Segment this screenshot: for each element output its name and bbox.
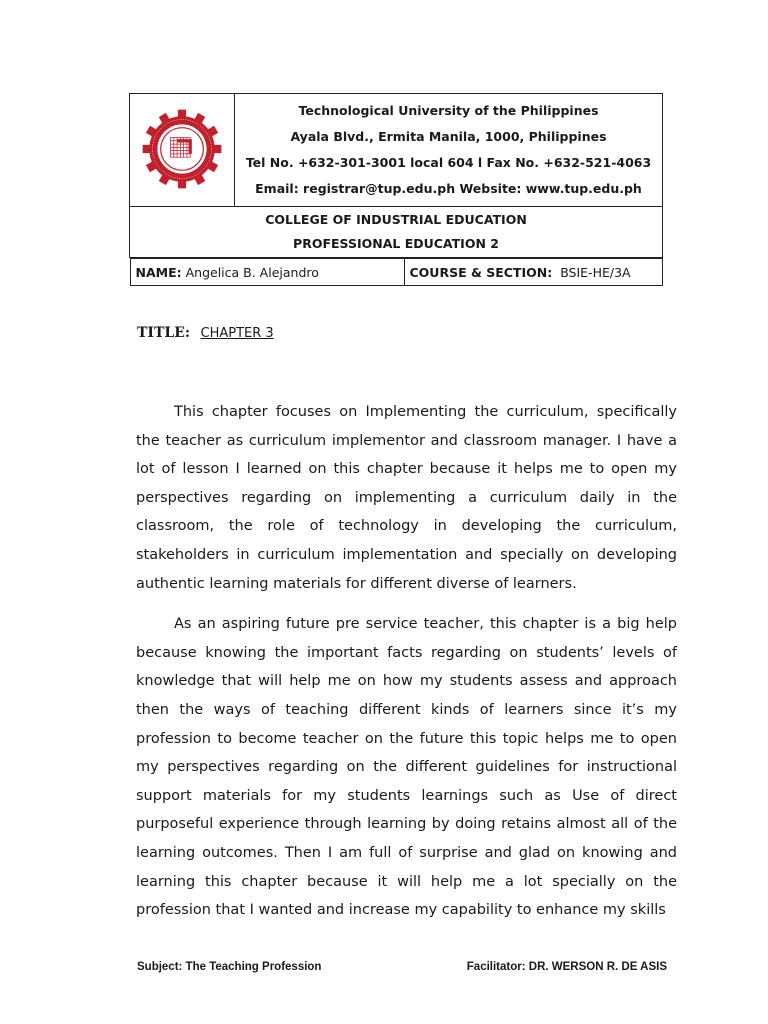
college-name: COLLEGE OF INDUSTRIAL EDUCATION <box>265 212 527 227</box>
institution-contact: Tel No. +632-301-3001 local 604 l Fax No. +632-521-4063 <box>245 155 652 170</box>
university-seal-icon <box>141 108 223 190</box>
paragraph: As an aspiring future pre service teacher, this chapter is a big help because knowing the important facts regarding on students’ levels of knowledge that will help me on how my students assess and approach then the ways of teaching different kinds of learners since it’s my profession to become teacher on the future this topic helps me to open my perspectives regarding on the different guidelines for instructional support materials for my students learnings such as Use of direct purposeful experience through learning by doing retains almost all of the learning outcomes. Then I am full of surprise and glad on knowing and learning this chapter because it will help me a lot specially on the profession that I wanted and increase my capability to enhance my skills <box>136 616 677 919</box>
institution-info <box>235 94 663 207</box>
body-text <box>136 398 677 937</box>
title-value: CHAPTER 3 <box>200 326 274 341</box>
institution-web: Email: registrar@tup.edu.ph Website: www.tup.edu.ph <box>255 181 642 196</box>
paragraph: This chapter focuses on Implementing the curriculum, specifically the teacher as curriculum implementor and classroom manager. I have a lot of lesson I learned on this chapter because it helps me to open my perspectives regarding on implementing a curriculum daily in the classroom, the role of technology in developing the curriculum, stakeholders in curriculum implementation and specially on developing authentic learning materials for different diverse of learners. <box>136 404 677 592</box>
header-table <box>129 93 663 286</box>
course-section-value: BSIE-HE/3A <box>560 264 631 280</box>
student-name: Angelica B. Alejandro <box>185 264 319 280</box>
footer-facilitator: Facilitator: DR. WERSON R. DE ASIS <box>466 961 667 973</box>
page-footer <box>137 961 667 973</box>
logo-cell <box>130 94 235 207</box>
footer-subject: Subject: The Teaching Profession <box>137 961 322 973</box>
document-title <box>137 325 274 341</box>
course-section-label: COURSE & SECTION: <box>409 264 553 280</box>
course-section-cell <box>404 259 662 286</box>
institution-name: Technological University of the Philippines <box>298 103 599 118</box>
name-cell <box>130 259 404 286</box>
title-label: TITLE: <box>137 325 191 341</box>
course-title: PROFESSIONAL EDUCATION 2 <box>293 236 499 251</box>
name-label: NAME: <box>135 264 182 280</box>
institution-address: Ayala Blvd., Ermita Manila, 1000, Philippines <box>290 129 607 144</box>
college-info <box>130 207 663 258</box>
